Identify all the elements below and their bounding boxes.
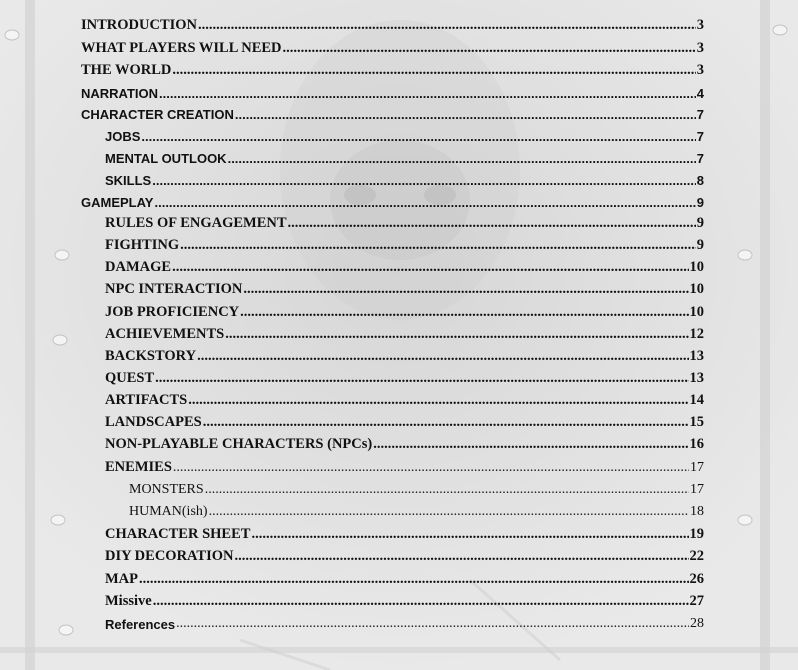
toc-entry-achievements[interactable]	[105, 321, 704, 343]
toc-entry-damage[interactable]	[105, 254, 704, 276]
toc-dot-leader	[373, 436, 688, 453]
toc-entry-label: Missive	[105, 593, 152, 609]
toc-entry-label: MONSTERS	[129, 482, 204, 497]
toc-dot-leader	[197, 348, 688, 365]
toc-entry-label: ARTIFACTS	[105, 392, 188, 408]
toc-entry-label: ACHIEVEMENTS	[105, 326, 225, 342]
toc-entry-label: GAMEPLAY	[81, 195, 154, 210]
toc-entry-label: RULES OF ENGAGEMENT	[105, 215, 287, 231]
toc-dot-leader	[172, 259, 688, 276]
toc-entry-label: CHARACTER CREATION	[81, 107, 234, 122]
toc-page-number: 10	[689, 259, 704, 275]
toc-page-number: 9	[696, 215, 704, 231]
toc-dot-leader	[225, 326, 688, 343]
toc-entry-label: MAP	[105, 571, 139, 587]
toc-dot-leader	[240, 304, 688, 321]
toc-entry-fighting[interactable]	[105, 232, 704, 254]
toc-dot-leader	[141, 129, 695, 144]
toc-page-number: 17	[690, 482, 704, 497]
toc-entry-jobs[interactable]	[105, 122, 704, 144]
toc-entry-job-proficiency[interactable]	[105, 299, 704, 321]
toc-page-number: 26	[689, 571, 704, 587]
toc-dot-leader	[176, 616, 689, 632]
toc-entry-enemies[interactable]	[105, 454, 704, 476]
toc-entry-the-world[interactable]	[81, 57, 704, 79]
toc-dot-leader	[198, 17, 696, 34]
toc-page-number: 18	[690, 504, 704, 519]
toc-page-number: 7	[696, 107, 704, 122]
toc-page-number: 19	[689, 526, 704, 542]
toc-entry-label: FIGHTING	[105, 237, 180, 253]
toc-entry-monsters[interactable]	[129, 476, 704, 498]
toc-page-number: 7	[696, 151, 704, 166]
toc-page-number: 10	[689, 281, 704, 297]
toc-entry-label: NARRATION	[81, 86, 159, 101]
toc-page-number: 9	[696, 237, 704, 253]
toc-entry-label: JOB PROFICIENCY	[105, 304, 240, 320]
toc-entry-gameplay[interactable]	[81, 188, 704, 210]
toc-page-number: 22	[689, 548, 704, 564]
toc-dot-leader	[188, 392, 688, 409]
toc-dot-leader	[159, 86, 696, 101]
toc-dot-leader	[180, 237, 696, 254]
toc-entry-label: THE WORLD	[81, 62, 172, 78]
toc-entry-label: BACKSTORY	[105, 348, 197, 364]
toc-entry-npc-interaction[interactable]	[105, 276, 704, 298]
toc-dot-leader	[243, 281, 688, 298]
toc-entry-label: ENEMIES	[105, 459, 172, 475]
toc-page-number: 3	[696, 17, 704, 33]
toc-entry-rules-of-engagement[interactable]	[105, 210, 704, 232]
toc-page-number: 8	[696, 173, 704, 188]
toc-entry-backstory[interactable]	[105, 343, 704, 365]
toc-dot-leader	[173, 460, 689, 476]
toc-dot-leader	[172, 62, 695, 79]
toc-dot-leader	[235, 107, 696, 122]
toc-page-number: 28	[690, 616, 704, 631]
toc-entry-label: WHAT PLAYERS WILL NEED	[81, 40, 282, 56]
toc-page-number: 12	[689, 326, 704, 342]
toc-entry-character-sheet[interactable]	[105, 521, 704, 543]
toc-page-number: 7	[696, 129, 704, 144]
toc-entry-introduction[interactable]	[81, 12, 704, 34]
toc-page-number: 13	[689, 348, 704, 364]
toc-entry-what-players-will-need[interactable]	[81, 35, 704, 57]
toc-dot-leader	[209, 504, 689, 520]
toc-entry-label: CHARACTER SHEET	[105, 526, 251, 542]
toc-entry-skills[interactable]	[105, 166, 704, 188]
toc-entry-humanish[interactable]	[129, 498, 704, 520]
toc-dot-leader	[283, 40, 696, 57]
toc-entry-references[interactable]	[105, 610, 704, 632]
toc-page-number: 3	[696, 62, 704, 78]
toc-dot-leader	[203, 414, 689, 431]
toc-entry-non-playable-characters[interactable]	[105, 431, 704, 453]
toc-page-number: 16	[689, 436, 704, 452]
toc-entry-artifacts[interactable]	[105, 387, 704, 409]
toc-dot-leader	[288, 215, 696, 232]
toc-entry-label: DAMAGE	[105, 259, 172, 275]
toc-entry-landscapes[interactable]	[105, 409, 704, 431]
toc-entry-mental-outlook[interactable]	[105, 144, 704, 166]
toc-dot-leader	[251, 526, 688, 543]
toc-dot-leader	[205, 482, 689, 498]
toc-page-number: 9	[696, 195, 704, 210]
toc-entry-label: SKILLS	[105, 173, 152, 188]
toc-entry-label: INTRODUCTION	[81, 17, 198, 33]
toc-entry-label: References	[105, 617, 176, 632]
toc-page-number: 27	[689, 593, 704, 609]
toc-entry-label: HUMAN(ish)	[129, 504, 208, 519]
toc-dot-leader	[155, 370, 688, 387]
toc-entry-label: MENTAL OUTLOOK	[105, 151, 227, 166]
toc-dot-leader	[235, 548, 689, 565]
toc-page-number: 15	[689, 414, 704, 430]
toc-entry-label: LANDSCAPES	[105, 414, 202, 430]
toc-entry-map[interactable]	[105, 566, 704, 588]
toc-page-number: 4	[696, 86, 704, 101]
toc-page-number: 13	[689, 370, 704, 386]
toc-entry-quest[interactable]	[105, 365, 704, 387]
toc-dot-leader	[228, 151, 696, 166]
toc-entry-label: QUEST	[105, 370, 155, 386]
toc-entry-label: NON-PLAYABLE CHARACTERS (NPCs)	[105, 436, 373, 452]
toc-entry-narration[interactable]	[81, 79, 704, 101]
toc-dot-leader	[154, 195, 695, 210]
toc-dot-leader	[152, 173, 696, 188]
toc-dot-leader	[153, 593, 689, 610]
toc-page-number: 17	[690, 460, 704, 475]
toc-entry-label: NPC INTERACTION	[105, 281, 243, 297]
toc-entry-character-creation[interactable]	[81, 100, 704, 122]
toc-entry-diy-decoration[interactable]	[105, 543, 704, 565]
toc-page-number: 14	[689, 392, 704, 408]
toc-entry-label: JOBS	[105, 129, 141, 144]
toc-entry-missive[interactable]	[105, 588, 704, 610]
toc-page-number: 3	[696, 40, 704, 56]
toc-page-number: 10	[689, 304, 704, 320]
toc-entry-label: DIY DECORATION	[105, 548, 234, 564]
toc-dot-leader	[139, 571, 688, 588]
